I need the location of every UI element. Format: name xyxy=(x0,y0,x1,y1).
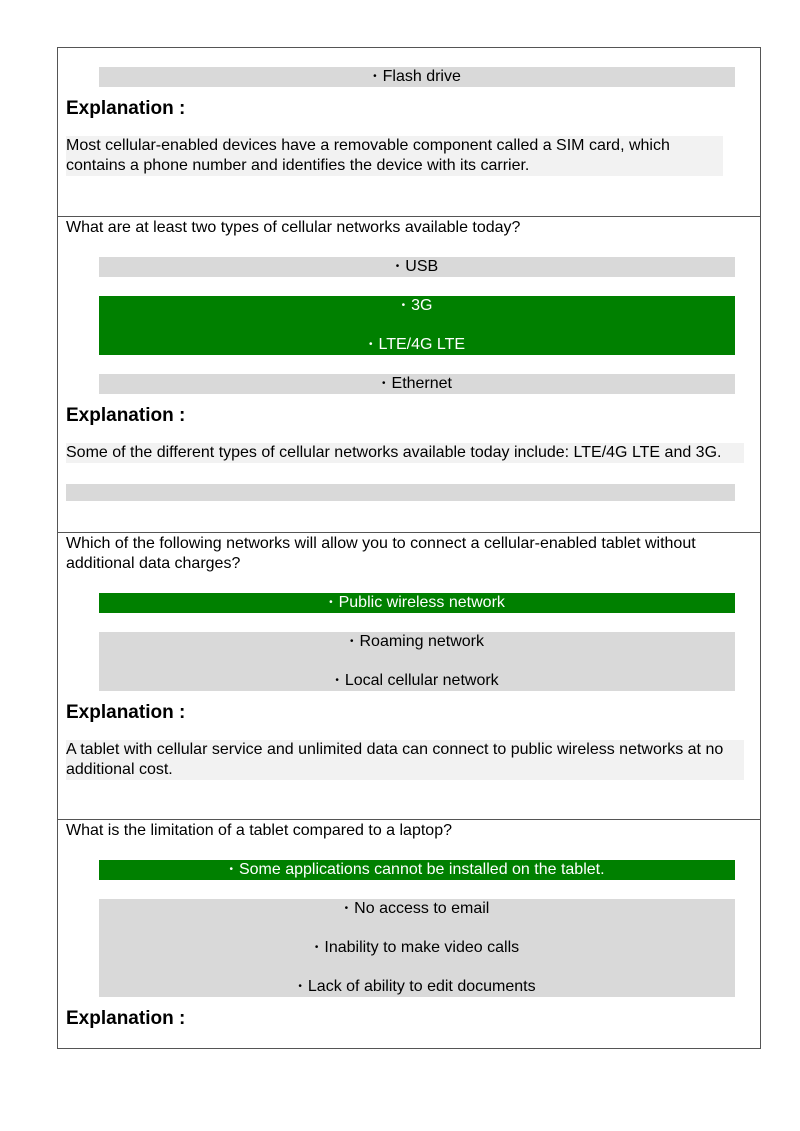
option[interactable] xyxy=(99,671,735,691)
quiz-block xyxy=(58,820,760,1048)
bullet-icon: • xyxy=(349,636,354,647)
question-text: What are at least two types of cellular networks available today? xyxy=(66,219,521,236)
option-group-correct xyxy=(99,296,735,355)
quiz-table xyxy=(57,47,761,1049)
option-label: Some applications cannot be installed on the tablet. xyxy=(238,861,605,878)
explanation-heading: Explanation : xyxy=(66,98,186,119)
option[interactable] xyxy=(99,67,735,87)
option-group xyxy=(99,899,735,997)
option-group xyxy=(99,374,735,394)
bullet-icon: • xyxy=(382,378,386,389)
option[interactable] xyxy=(99,938,735,958)
bullet-icon: • xyxy=(314,942,319,953)
option-group-correct xyxy=(99,593,735,613)
option-label: USB xyxy=(405,258,439,275)
option-label: Public wireless network xyxy=(338,594,505,611)
option[interactable] xyxy=(99,860,735,880)
option-label: Roaming network xyxy=(359,633,484,650)
option[interactable] xyxy=(99,257,735,277)
option-label: Flash drive xyxy=(382,68,461,85)
option-group xyxy=(99,632,735,691)
option-label: Local cellular network xyxy=(344,672,499,689)
bullet-icon: • xyxy=(344,903,349,914)
option-label: Inability to make video calls xyxy=(324,939,520,956)
option[interactable] xyxy=(99,632,735,652)
option-group xyxy=(99,257,735,277)
option-group xyxy=(99,67,735,87)
empty-bar xyxy=(66,484,735,501)
question-text: Which of the following networks will allow you to connect a cellular-enabled tablet without additional data charges? xyxy=(66,535,696,572)
option-label: Lack of ability to edit documents xyxy=(307,978,536,995)
bullet-icon: • xyxy=(298,981,302,992)
explanation-heading: Explanation : xyxy=(66,405,186,426)
option[interactable] xyxy=(99,977,735,997)
bullet-icon: • xyxy=(329,597,333,608)
quiz-block xyxy=(58,217,760,533)
bullet-icon: • xyxy=(395,261,400,272)
bullet-icon: • xyxy=(373,71,377,82)
option[interactable] xyxy=(99,335,735,355)
quiz-block xyxy=(58,48,760,217)
bullet-icon: • xyxy=(229,864,233,875)
option[interactable] xyxy=(99,899,735,919)
option-label: 3G xyxy=(411,297,433,314)
option-label: Ethernet xyxy=(391,375,452,392)
explanation-text: Some of the different types of cellular networks available today include: LTE/4G LTE and 3G. xyxy=(66,443,744,463)
explanation-heading: Explanation : xyxy=(66,1008,186,1029)
explanation-text: Most cellular-enabled devices have a removable component called a SIM card, which contains a phone number and identifies the device with its carrier. xyxy=(66,136,723,176)
bullet-icon: • xyxy=(401,300,406,311)
option[interactable] xyxy=(99,296,735,316)
option-label: LTE/4G LTE xyxy=(378,336,466,353)
bullet-icon: • xyxy=(368,339,373,350)
option-label: No access to email xyxy=(354,900,490,917)
option[interactable] xyxy=(99,593,735,613)
question-text: What is the limitation of a tablet compared to a laptop? xyxy=(66,822,452,839)
quiz-block xyxy=(58,533,760,820)
explanation-text: A tablet with cellular service and unlimited data can connect to public wireless networks at no additional cost. xyxy=(66,740,744,780)
bullet-icon: • xyxy=(335,675,339,686)
option[interactable] xyxy=(99,374,735,394)
explanation-heading: Explanation : xyxy=(66,702,186,723)
option-group-correct xyxy=(99,860,735,880)
